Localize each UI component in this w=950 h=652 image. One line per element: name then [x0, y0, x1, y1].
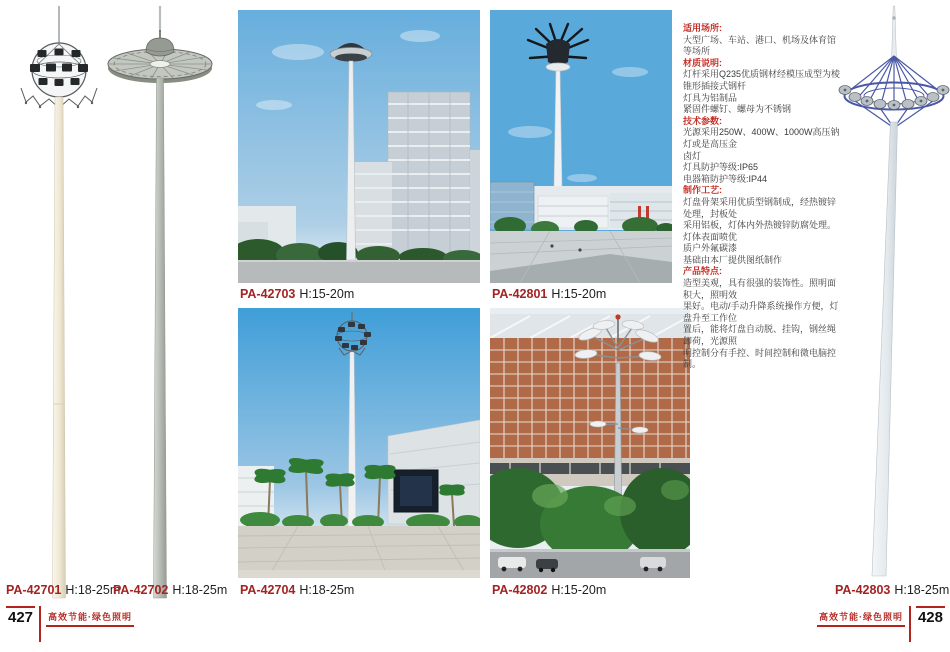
- product-code: PA-42803: [835, 583, 891, 597]
- spec-heading-craft: 制作工艺:: [683, 185, 722, 196]
- product-height: H:18-25m: [65, 583, 121, 597]
- pa-42701-line-drawing: [2, 4, 114, 602]
- mast-top: [159, 6, 161, 39]
- product-code: PA-42702: [113, 583, 169, 597]
- spire: [892, 6, 897, 62]
- pa-42703-photo: [238, 10, 480, 283]
- mast-pole: [154, 78, 167, 598]
- spec-line: 大型广场、车站、港口、机场及体育馆等场所: [683, 34, 837, 57]
- page-number-right: 428: [916, 606, 945, 626]
- spec-line: 灯具为铝制品: [683, 92, 738, 103]
- product-code: PA-42703: [240, 287, 296, 301]
- spec-heading-features: 产品特点:: [683, 266, 722, 277]
- product-label-pa42704: [240, 583, 354, 597]
- product-height: H:15-20m: [551, 287, 607, 301]
- product-code: PA-42704: [240, 583, 296, 597]
- product-height: H:18-25m: [894, 583, 950, 597]
- road: [238, 260, 480, 283]
- product-label-pa42801: [492, 287, 606, 301]
- lamp-crown: [839, 56, 949, 128]
- mast-pole: [53, 97, 66, 598]
- spec-line: 果好。电动/手动升降系统操作方便，灯盘升至工作位: [683, 301, 839, 323]
- spec-line: 光源采用250W、400W、1000W高压钠灯或是高压金: [683, 127, 840, 149]
- lamp-disc: [108, 38, 212, 83]
- spec-line: 造型美观，具有很强的装饰性。照明面积大，照明效: [683, 278, 837, 300]
- product-code: PA-42802: [492, 583, 548, 597]
- product-label-pa42701: [6, 583, 120, 597]
- product-code: PA-42801: [492, 287, 548, 301]
- spec-line: 质户外氟碳漆: [683, 243, 738, 254]
- product-label-pa42802: [492, 583, 606, 597]
- spec-line: 置后，能将灯盘自动脱、挂钩，钢丝绳卸荷，光源照: [683, 324, 837, 347]
- pa-42803-line-drawing: [836, 4, 950, 580]
- mast-pole: [872, 122, 898, 576]
- spec-heading-technical: 技术参数:: [683, 115, 722, 126]
- street: [490, 549, 690, 578]
- pa-42801-photo: [490, 10, 672, 283]
- spec-line: 明控制分有手控、时间控制和微电脑控制。: [683, 347, 837, 370]
- product-height: H:15-20m: [551, 583, 607, 597]
- building-facade: [490, 338, 690, 486]
- spec-heading-usage: 适用场所:: [683, 23, 722, 33]
- footer-left: [6, 606, 134, 642]
- spec-line: 紧固件螺钉、螺母为不锈钢: [683, 104, 792, 115]
- product-label-pa42803: [835, 583, 949, 597]
- spec-line: 采用铝板，灯体内外热镀锌防腐处理。灯体表面喷优: [683, 220, 837, 242]
- product-height: H:18-25m: [172, 583, 228, 597]
- spec-panel: [683, 23, 841, 371]
- footer-slogan: 高效节能·绿色照明: [817, 606, 905, 627]
- pa-42702-line-drawing: [102, 4, 220, 602]
- product-code: PA-42701: [6, 583, 62, 597]
- page-number-left: 427: [6, 606, 35, 626]
- pa-42704-photo: [238, 308, 480, 578]
- footer-divider: [909, 606, 911, 642]
- product-label-pa42703: [240, 287, 354, 301]
- plaza: [490, 231, 672, 283]
- footer-slogan: 高效节能·绿色照明: [46, 606, 134, 627]
- product-height: H:18-25m: [299, 583, 355, 597]
- spec-heading-material: 材质说明:: [683, 57, 722, 68]
- footer-divider: [39, 606, 41, 642]
- spec-line: 基础由本厂提供图纸制作: [683, 254, 783, 265]
- footer-right: [817, 606, 945, 642]
- spec-line: 电器箱防护等级:IP44: [683, 173, 768, 184]
- spec-line: 灯杆采用Q235优质钢材经模压成型为棱锥形插接式钢杆: [683, 69, 841, 91]
- spec-line: 卤灯: [683, 150, 702, 161]
- product-height: H:15-20m: [299, 287, 355, 301]
- product-label-pa42702: [113, 583, 227, 597]
- spec-line: 灯盘骨架采用优质型钢制成，经热镀锌处理，封板处: [683, 196, 837, 219]
- plaza: [238, 526, 480, 578]
- pa-42802-photo: [490, 308, 690, 578]
- spec-line: 灯具防护等级:IP65: [683, 162, 759, 173]
